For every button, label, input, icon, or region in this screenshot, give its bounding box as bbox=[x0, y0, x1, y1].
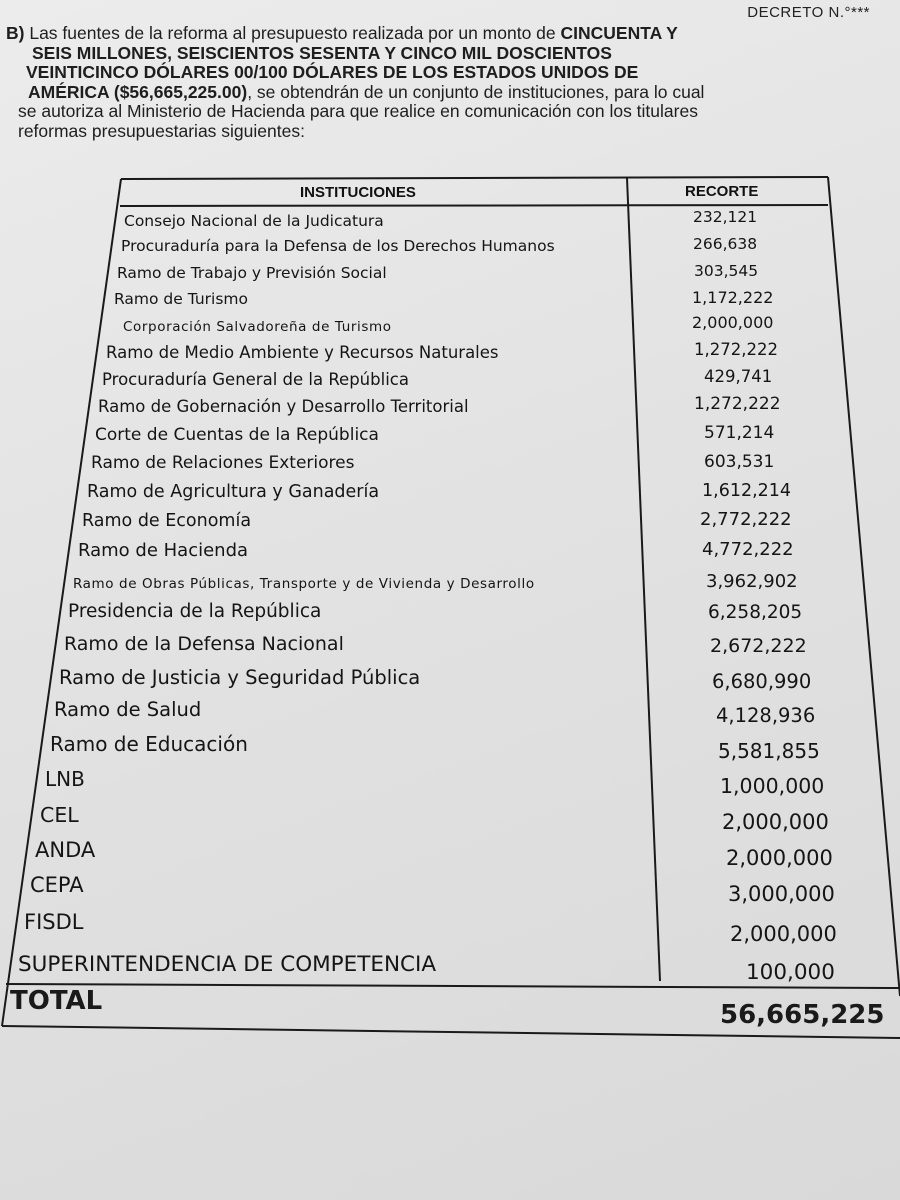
intro-amount-2: SEIS MILLONES, SEISCIENTOS SESENTA Y CINCO MIL DOSCIENTOS bbox=[32, 42, 612, 63]
cut-amount: 2,772,222 bbox=[700, 509, 792, 530]
cut-amount: 2,000,000 bbox=[730, 922, 837, 946]
intro-line-1 bbox=[6, 24, 900, 44]
column-header-cut: RECORTE bbox=[685, 183, 759, 200]
cut-amount: 3,000,000 bbox=[728, 882, 835, 906]
decree-number: DECRETO N.°*** bbox=[747, 4, 870, 21]
institution-name: CEPA bbox=[30, 873, 84, 897]
cut-amount: 1,172,222 bbox=[692, 288, 774, 307]
cut-amount: 6,680,990 bbox=[712, 670, 812, 693]
intro-line-2 bbox=[6, 44, 900, 64]
cut-amount: 1,000,000 bbox=[720, 774, 825, 798]
institution-name: ANDA bbox=[35, 838, 96, 862]
institution-name: Ramo de Medio Ambiente y Recursos Naturales bbox=[106, 343, 499, 362]
cut-amount: 3,962,902 bbox=[706, 571, 798, 592]
institution-name: Ramo de Agricultura y Ganadería bbox=[87, 482, 380, 502]
total-value: 56,665,225 bbox=[720, 1000, 885, 1030]
intro-amount-3: VEINTICINCO DÓLARES 00/100 DÓLARES DE LOS ESTADOS UNIDOS DE bbox=[26, 62, 639, 82]
intro-line-4 bbox=[6, 83, 900, 103]
cut-amount: 4,772,222 bbox=[702, 539, 794, 560]
institution-name: SUPERINTENDENCIA DE COMPETENCIA bbox=[18, 952, 437, 977]
intro-line-3 bbox=[6, 63, 900, 83]
cut-amount: 2,000,000 bbox=[722, 810, 829, 834]
cut-amount: 571,214 bbox=[704, 423, 775, 443]
intro-paragraph bbox=[6, 24, 900, 141]
institution-name: Ramo de Turismo bbox=[114, 290, 249, 308]
intro-line-6: reformas presupuestarias siguientes: bbox=[18, 120, 305, 141]
institution-name: Ramo de Justicia y Seguridad Pública bbox=[59, 666, 421, 689]
institution-name: Ramo de Relaciones Exteriores bbox=[91, 453, 355, 473]
budget-cuts-table bbox=[0, 176, 900, 1046]
institution-name: Ramo de Educación bbox=[50, 732, 248, 756]
institution-name: Ramo de Salud bbox=[54, 698, 202, 721]
institution-name: Consejo Nacional de la Judicatura bbox=[124, 212, 384, 230]
total-label: TOTAL bbox=[10, 986, 103, 1016]
cut-amount: 266,638 bbox=[693, 235, 758, 253]
cut-amount: 2,000,000 bbox=[692, 313, 774, 332]
institution-name: CEL bbox=[40, 803, 79, 827]
cut-amount: 303,545 bbox=[694, 262, 759, 280]
institution-name: Procuraduría General de la República bbox=[102, 370, 409, 389]
institution-name: Ramo de Trabajo y Previsión Social bbox=[117, 264, 387, 282]
cut-amount: 5,581,855 bbox=[718, 739, 820, 763]
column-header-institutions: INSTITUCIONES bbox=[300, 184, 416, 201]
cut-amount: 1,272,222 bbox=[694, 340, 778, 359]
intro-text-4: , se obtendrán de un conjunto de instituciones, para lo cual bbox=[247, 81, 705, 102]
institution-name: Procuraduría para la Defensa de los Derechos Humanos bbox=[121, 237, 555, 255]
section-letter: B) bbox=[6, 23, 25, 43]
institution-name: Presidencia de la República bbox=[68, 601, 322, 622]
institution-name: Ramo de la Defensa Nacional bbox=[64, 633, 344, 655]
institution-name: Corporación Salvadoreña de Turismo bbox=[123, 319, 392, 335]
cut-amount: 2,672,222 bbox=[710, 635, 807, 657]
intro-text-1: Las fuentes de la reforma al presupuesto realizada por un monto de bbox=[24, 23, 561, 43]
cut-amount: 429,741 bbox=[704, 367, 773, 386]
intro-amount-1: CINCUENTA Y bbox=[560, 23, 678, 43]
cut-amount: 4,128,936 bbox=[716, 704, 816, 727]
institution-name: FISDL bbox=[24, 910, 84, 934]
institution-name: LNB bbox=[45, 767, 85, 791]
institution-name: Ramo de Obras Públicas, Transporte y de Vivienda y Desarrollo bbox=[73, 576, 535, 592]
cut-amount: 1,612,214 bbox=[702, 481, 792, 501]
intro-line-5: se autoriza al Ministerio de Hacienda para que realice en comunicación con los titulares bbox=[18, 101, 698, 121]
cut-amount: 603,531 bbox=[704, 452, 775, 472]
intro-amount-4: AMÉRICA ($56,665,225.00) bbox=[28, 81, 248, 102]
institution-name: Ramo de Hacienda bbox=[78, 540, 249, 561]
institution-name: Ramo de Gobernación y Desarrollo Territorial bbox=[98, 397, 469, 416]
cut-amount: 2,000,000 bbox=[726, 846, 833, 870]
cut-amount: 6,258,205 bbox=[708, 602, 803, 623]
cut-amount: 100,000 bbox=[746, 960, 835, 985]
institution-name: Ramo de Economía bbox=[82, 511, 252, 531]
cut-amount: 232,121 bbox=[693, 208, 758, 226]
cut-amount: 1,272,222 bbox=[694, 394, 781, 414]
institution-name: Corte de Cuentas de la República bbox=[95, 425, 379, 445]
